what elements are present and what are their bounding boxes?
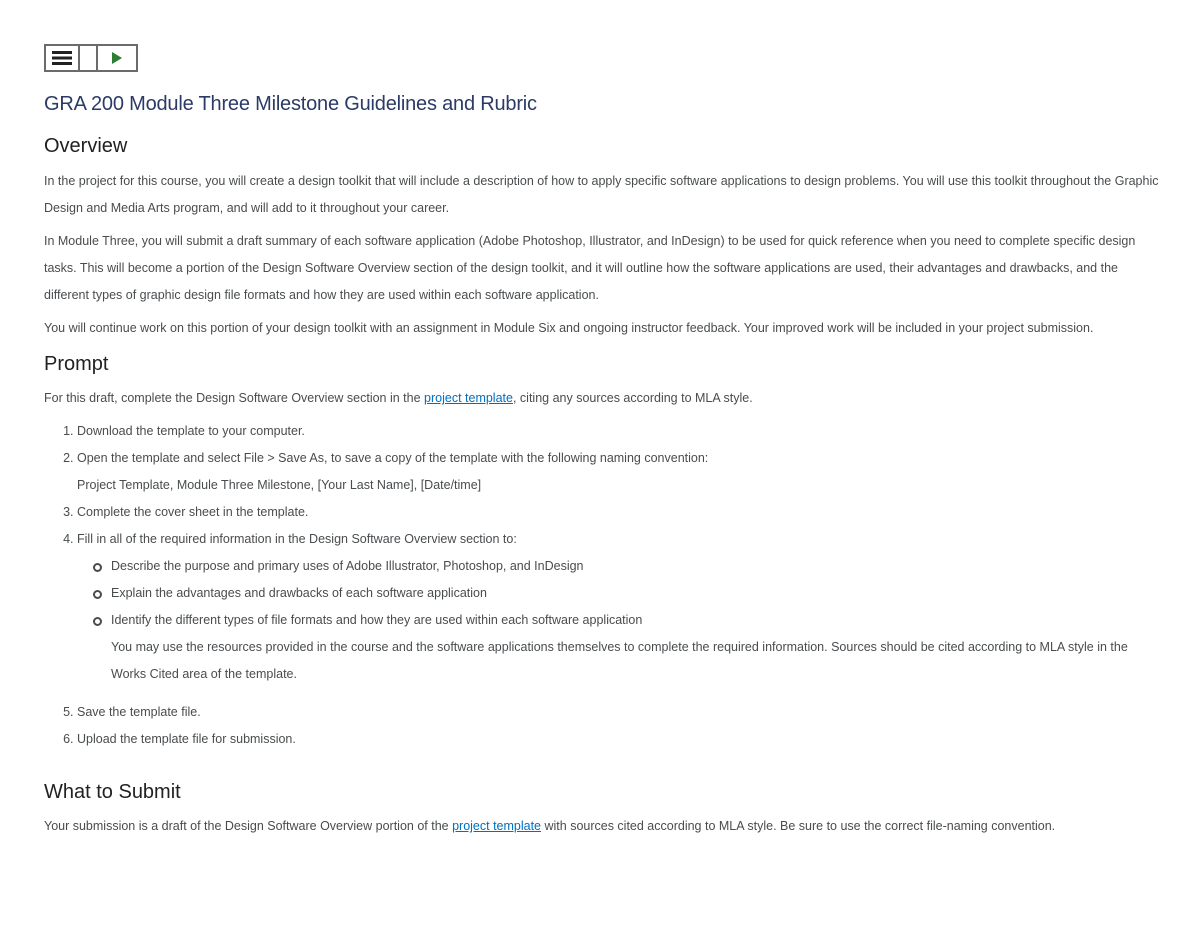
list-item [111,580,1160,607]
overview-paragraph-3: You will continue work on this portion of your design toolkit with an assignment in Module Six and ongoing instructor feedback. Your improved work will be included in your project submission. [44,321,1094,335]
overview-paragraph-2: In Module Three, you will submit a draft summary of each software application (Adobe Photoshop, Illustrator, and InDesign) to be used for quick reference when you need to complete specific design tasks. This will become a portion of the Design Software Overview section of the design toolkit, and it will outline how the software applications are used, their advantages and drawbacks, and the different types of graphic design file formats and how they are used within each software application. [44,234,1136,302]
list-item [77,526,1160,688]
page-title: GRA 200 Module Three Milestone Guidelines and Rubric [44,93,537,115]
list-item [77,445,1160,499]
overview-heading: Overview [44,135,128,157]
prompt-heading: Prompt [44,353,109,375]
requirements-sublist [77,553,1160,688]
prompt-steps-list [44,418,1160,753]
submit-paragraph [44,813,1160,840]
sub-item-3-text: Identify the different types of file formats and how they are used within each software application [111,613,643,627]
project-template-link[interactable]: project template [452,819,542,833]
prompt-intro [44,385,1160,412]
play-button[interactable] [96,44,136,72]
prompt-intro-text-after: , citing any sources according to MLA style. [512,391,753,405]
project-template-link[interactable]: project template [424,391,513,405]
list-item [77,418,1160,445]
step-5-text: Save the template file. [77,705,201,719]
sub-item-1-text: Describe the purpose and primary uses of Adobe Illustrator, Photoshop, and InDesign [111,559,584,573]
naming-convention: Project Template, Module Three Milestone, [Your Last Name], [Date/time] [77,478,482,492]
document-toolbar [44,44,138,72]
hamburger-menu-icon [52,50,72,66]
step-4-text: Fill in all of the required information in the Design Software Overview section to: [77,532,517,546]
blank-button[interactable] [78,44,96,72]
what-to-submit-heading: What to Submit [44,781,181,803]
step-3-text: Complete the cover sheet in the template. [77,505,309,519]
prompt-intro-text: For this draft, complete the Design Software Overview section in the [44,391,425,405]
list-item [111,553,1160,580]
menu-button[interactable] [46,44,78,72]
resources-note: You may use the resources provided in the course and the software applications themselves to complete the required information. Sources should be cited according to MLA style in the Works Cited area of the template. [111,640,1128,681]
submit-text: Your submission is a draft of the Design Software Overview portion of the [44,819,453,833]
step-6-text: Upload the template file for submission. [77,732,296,746]
bullet-icon [93,617,102,626]
submit-text-after: with sources cited according to MLA style. Be sure to use the correct file-naming convention. [541,819,1056,833]
sub-item-2-text: Explain the advantages and drawbacks of each software application [111,586,487,600]
play-icon [111,51,123,65]
step-1-text: Download the template to your computer. [77,424,305,438]
list-item [77,499,1160,526]
step-2-text: Open the template and select File > Save As, to save a copy of the template with the following naming convention: [77,451,709,465]
list-item [111,607,1160,688]
bullet-icon [93,563,102,572]
overview-paragraph-1: In the project for this course, you will create a design toolkit that will include a description of how to apply specific software applications to design problems. You will use this toolkit throughout the Graphic Design and Media Arts program, and will add to it throughout your career. [44,174,1159,215]
bullet-icon [93,590,102,599]
list-item [77,699,1160,726]
list-item [77,726,1160,753]
